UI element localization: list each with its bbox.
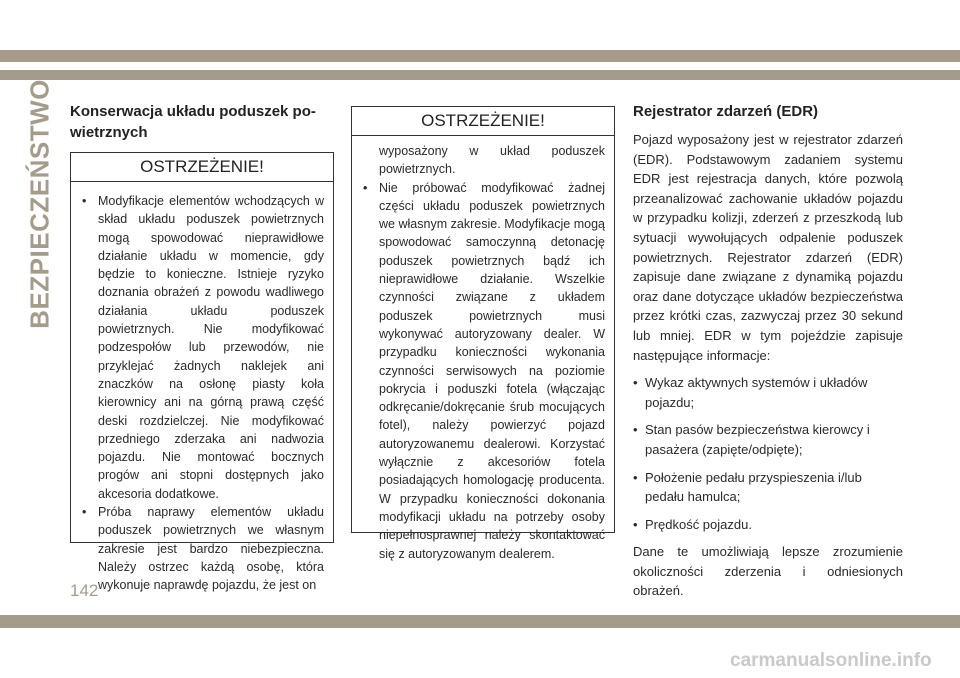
bullet-icon: • — [633, 469, 638, 485]
page-number: 142 — [70, 581, 99, 600]
warning-body — [71, 182, 333, 595]
section-side-label-text: BEZPIECZEŃSTWO — [24, 79, 55, 329]
bullet-icon: • — [633, 422, 638, 438]
list-item-text: Prędkość pojazdu. — [645, 516, 752, 532]
list-item-text: Wykaz aktywnych systemów i układów pojazdu; — [645, 375, 868, 410]
edr-intro: Pojazd wyposażony jest w rejestrator zdarzeń (EDR). Podstawowym zadaniem systemu EDR jest rejestracja danych, które pozwolą przeanalizować zachowanie układów pojazdu w przypadku kolizji, zderzeń z przeszkodą lub sytuacji wywołujących odpalenie poduszek powietrznych. Rejestrator zdarzeń (EDR) zapisuje dane związane z dynamiką pojazdu oraz dane dotyczące układów bezpieczeństwa przez krótki czas, zazwyczaj przez 30 sekund lub mniej. EDR w tym pojeździe zapisuje następujące informacje: — [633, 132, 903, 363]
warning-heading: OSTRZEŻENIE! — [352, 107, 614, 136]
list-item-text: Stan pasów bezpieczeństwa kierowcy i pasażera (zapięte/odpięte); — [645, 422, 870, 457]
header-rule — [0, 70, 960, 80]
footer-bar — [0, 615, 960, 628]
bullet-icon: • — [82, 194, 87, 208]
section-side-label — [24, 79, 56, 329]
warning-box-middle — [351, 106, 615, 561]
edr-outro: Dane te umożliwiają lepsze zrozumienie okoliczności zderzenia i odniesionych obrażeń. — [633, 544, 903, 599]
header-bar — [0, 50, 960, 62]
warning-item-text: Modyfikacje elementów wchodzących w skład układu poduszek powietrznych mogą spowodować nieprawidłowe działanie układu w momencie, gdy będzie to konieczne. Istnieje ryzyko doznania obrażeń z powodu wadliwego działania układu poduszek powietrznych. Nie modyfikować podzespołów lub przewodów, nie przyklejać żadnych naklejek ani znaczków na osłonę piasty koła kierownicy ani na górną prawą część deski rozdzielczej. Nie modyfikować przedniego zderzaka ani nadwozia pojazdu. Nie montować bocznych progów ani stopni dostępnych jako akcesoria dodatkowe. — [98, 194, 324, 501]
list-item — [633, 420, 903, 459]
airbag-maintenance-title: Konserwacja układu poduszek po- wietrznych — [70, 103, 316, 141]
bullet-icon: • — [633, 375, 638, 391]
warning-item — [80, 192, 324, 503]
warning-item-text: Próba naprawy elementów układu poduszek powietrznych we własnym zakresie jest bardzo niebezpieczna. Należy ostrzec każdą osobę, która wykonuje naprawdę pojazdu, że jest on — [98, 505, 324, 593]
warning-item — [361, 179, 605, 563]
list-item — [633, 515, 903, 535]
warning-heading: OSTRZEŻENIE! — [71, 153, 333, 182]
list-item — [633, 373, 903, 412]
left-column — [70, 101, 332, 153]
warning-item-text: Nie próbować modyfikować żadnej części układu poduszek powietrznych we własnym zakresie. Modyfikacje mogą spowodować samoczynną detonację poduszek powietrznych bądź ich nieprawidłowe działanie. Wszelkie czynności związane z układem poduszek powietrznych musi wykonywać autoryzowany dealer. W przypadku konieczności wykonania czynności serwisowych na poziomie pokrycia i poduszki fotela (włączając odkręcanie/dokręcanie śrub mocujących fotel), należy powierzyć pojazd autoryzowanemu dealerowi. Korzystać wyłącznie z akcesoriów fotela posiadających homologację producenta. W przypadku konieczności dokonania modyfikacji układu na potrzeby osoby niepełnosprawnej należy skontaktować się z autoryzowanym dealerem. — [379, 180, 605, 561]
top-margin — [0, 0, 960, 50]
bullet-icon: • — [82, 505, 87, 520]
warning-item — [80, 503, 324, 594]
edr-title: Rejestrator zdarzeń (EDR) — [633, 103, 819, 120]
list-item — [633, 468, 903, 507]
watermark: carmanualsonline.info — [730, 650, 932, 671]
list-item-text: Położenie pedału przyspieszenia i/lub pedału hamulca; — [645, 469, 862, 505]
warning-body — [352, 136, 614, 563]
right-column — [633, 101, 903, 609]
bullet-icon: • — [633, 516, 638, 532]
bullet-icon: • — [363, 180, 368, 195]
warning-continuation: wyposażony w układ poduszek powietrznych. — [379, 144, 605, 177]
